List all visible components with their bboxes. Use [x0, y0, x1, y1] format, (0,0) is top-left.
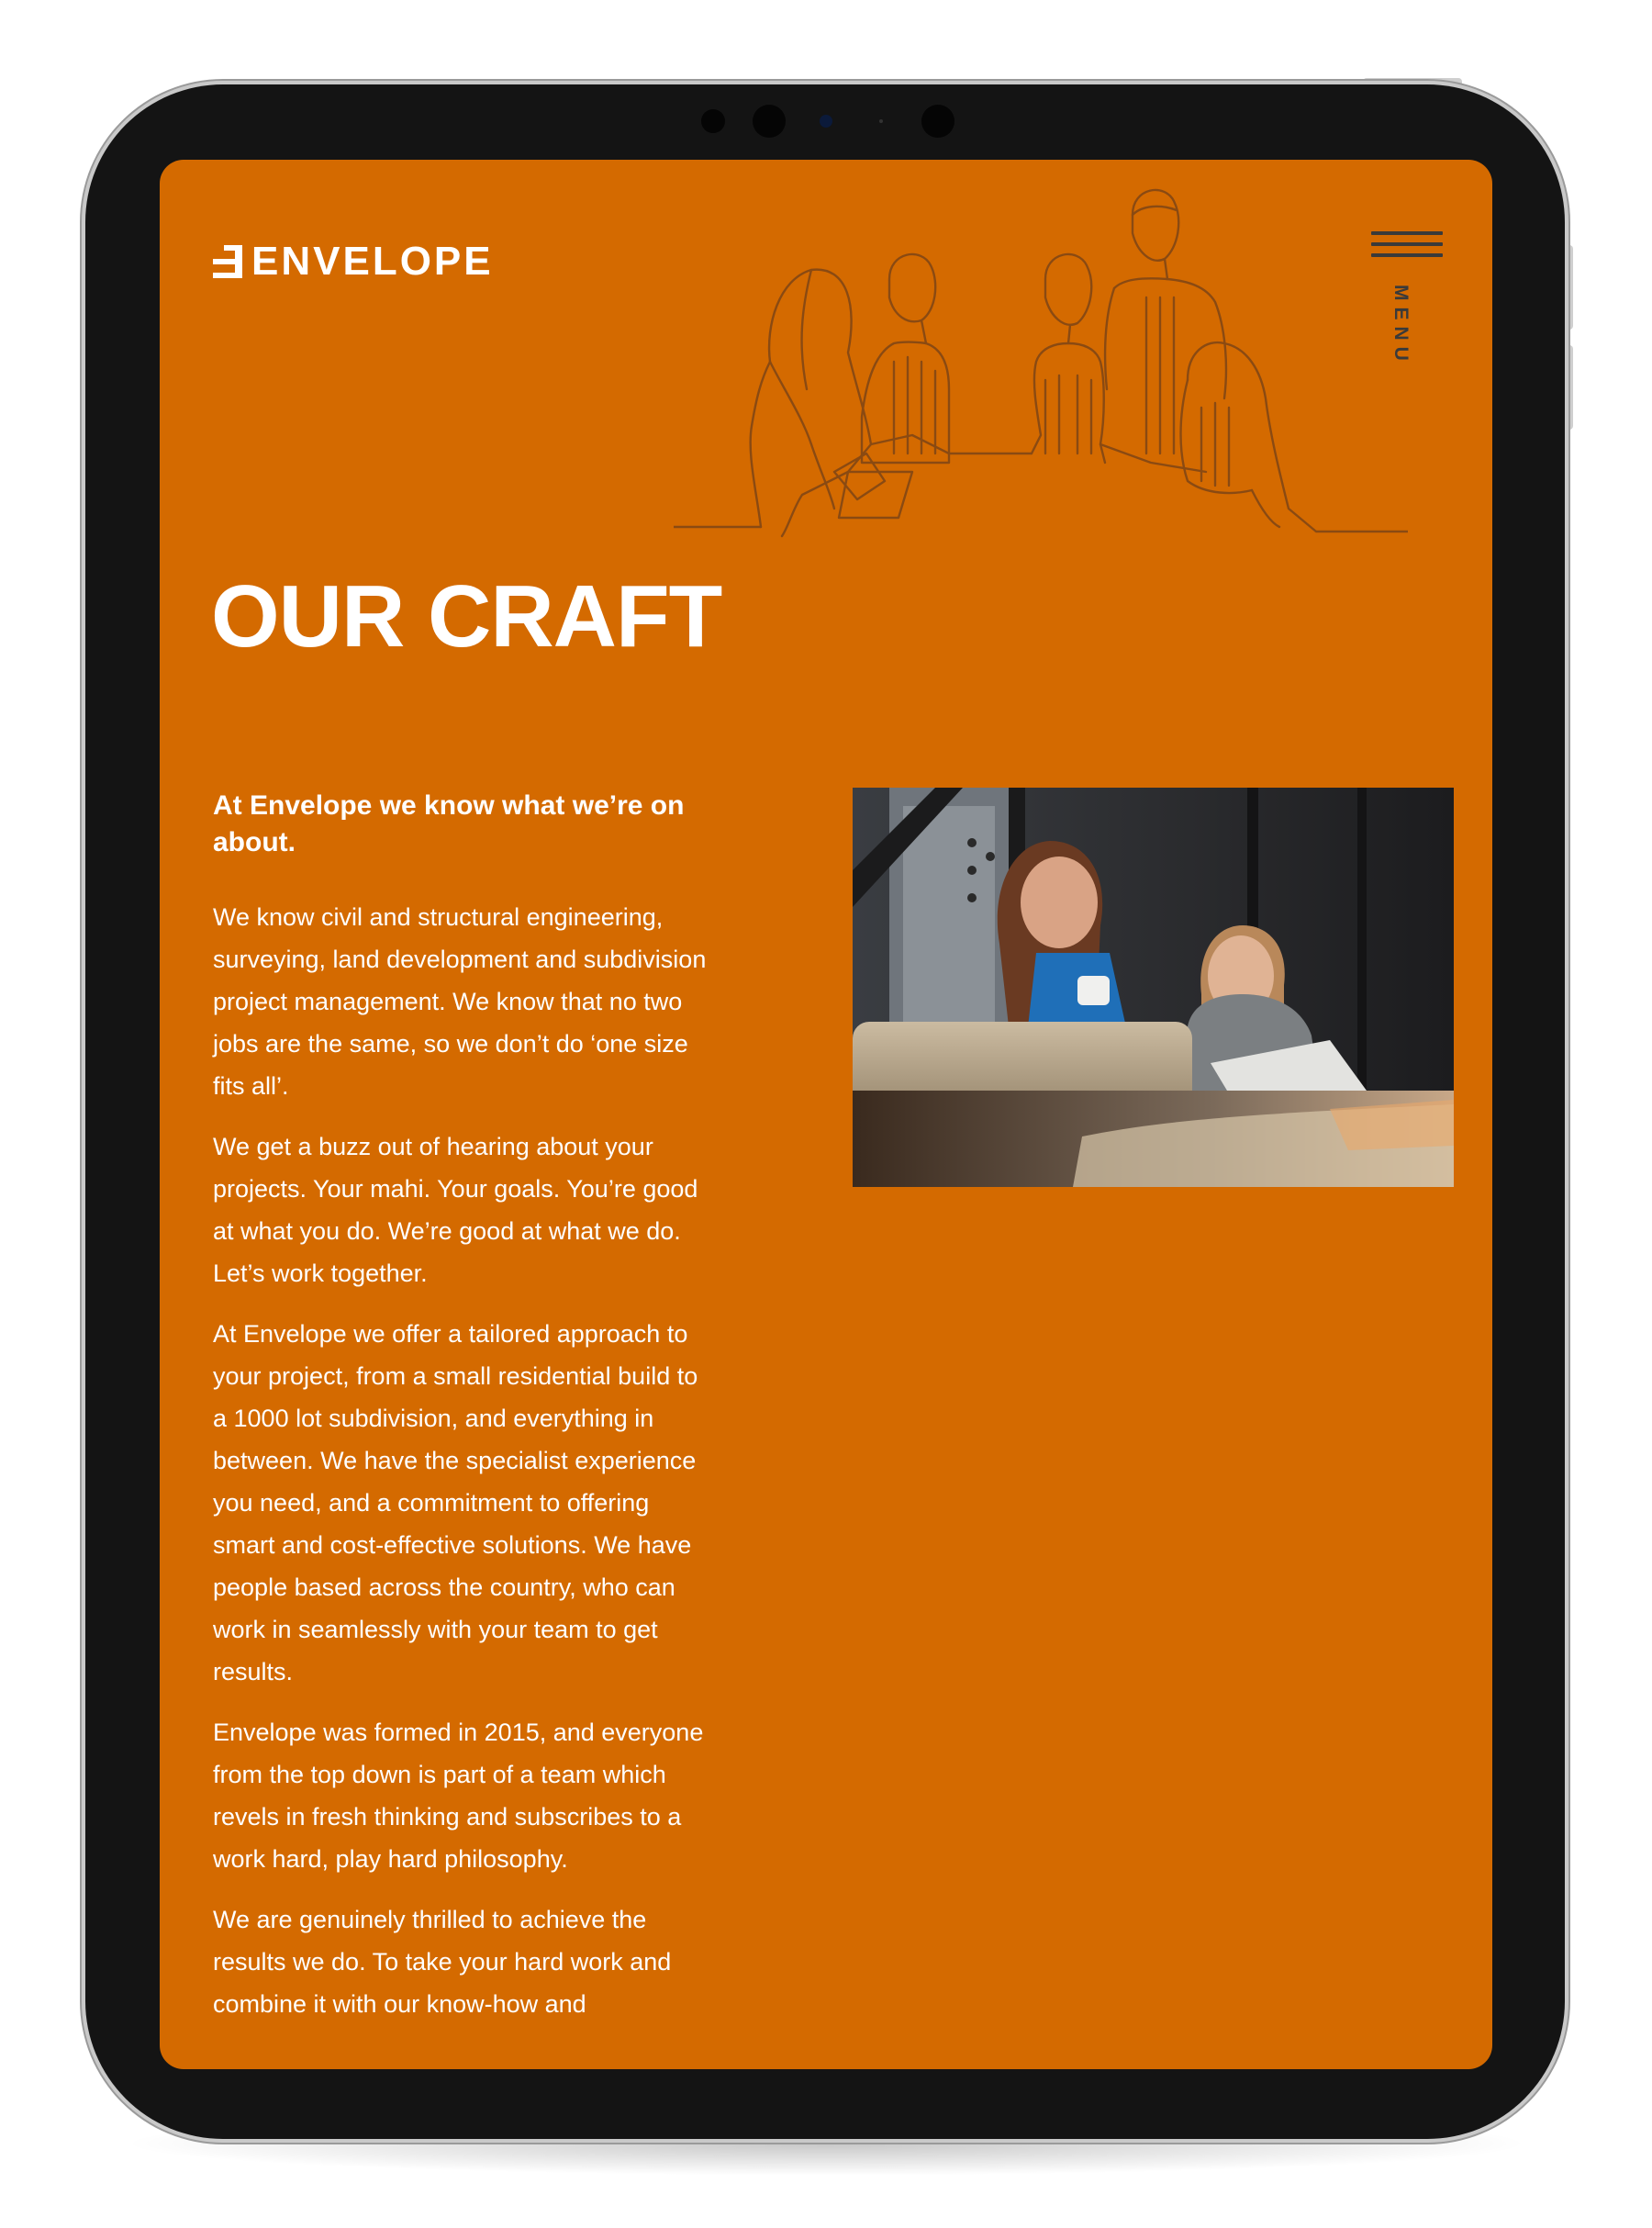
hamburger-menu-icon	[1371, 231, 1443, 235]
lead-paragraph: At Envelope we know what we’re on about.	[213, 790, 685, 857]
light-sensor-icon	[879, 119, 883, 123]
body-paragraph: Envelope was formed in 2015, and everyone from the top down is part of a team which revels in fresh thinking and subscribes to a work hard, play hard philosophy.	[213, 1719, 704, 1873]
volume-up-button	[1567, 245, 1573, 330]
envelope-logo-icon	[213, 245, 242, 278]
hamburger-menu-icon-line	[1371, 253, 1443, 257]
intro-text-column	[213, 788, 718, 2043]
page-title: OUR CRAFT	[211, 567, 722, 666]
menu-label: MENU	[1390, 285, 1412, 367]
flood-illuminator-icon	[921, 105, 954, 138]
menu-button[interactable]	[1371, 231, 1443, 367]
body-paragraph: We are genuinely thrilled to achieve the results we do. To take your hard work and combine it with our know-how and	[213, 1906, 672, 2018]
team-line-drawing	[674, 178, 1408, 582]
camera-lens-icon	[820, 115, 832, 128]
camera-icon	[753, 105, 786, 138]
team-photo	[853, 788, 1454, 1187]
brand-name: ENVELOPE	[251, 239, 494, 284]
sensor-icon	[701, 109, 725, 133]
body-paragraph: We know civil and structural engineering, surveying, land development and subdivision project management. We know that no two jobs are the same, so we don’t do ‘one size fits all’.	[213, 903, 707, 1100]
body-paragraph: At Envelope we offer a tailored approach to your project, from a small residential build to a 1000 lot subdivision, and everything in between. We have the specialist experience you need, and a commitment to offering smart and cost-effective solutions. We have people based across the country, who can work in seamlessly with your team to get results.	[213, 1320, 698, 1685]
hamburger-menu-icon-line	[1371, 242, 1443, 246]
office-photo-image	[853, 788, 1454, 1187]
site-logo[interactable]	[213, 241, 494, 282]
volume-down-button	[1567, 345, 1573, 430]
body-paragraph: We get a buzz out of hearing about your projects. Your mahi. Your goals. You’re good at what you do. We’re good at what we do. Let’s work together.	[213, 1133, 698, 1287]
website-screen	[160, 160, 1492, 2069]
